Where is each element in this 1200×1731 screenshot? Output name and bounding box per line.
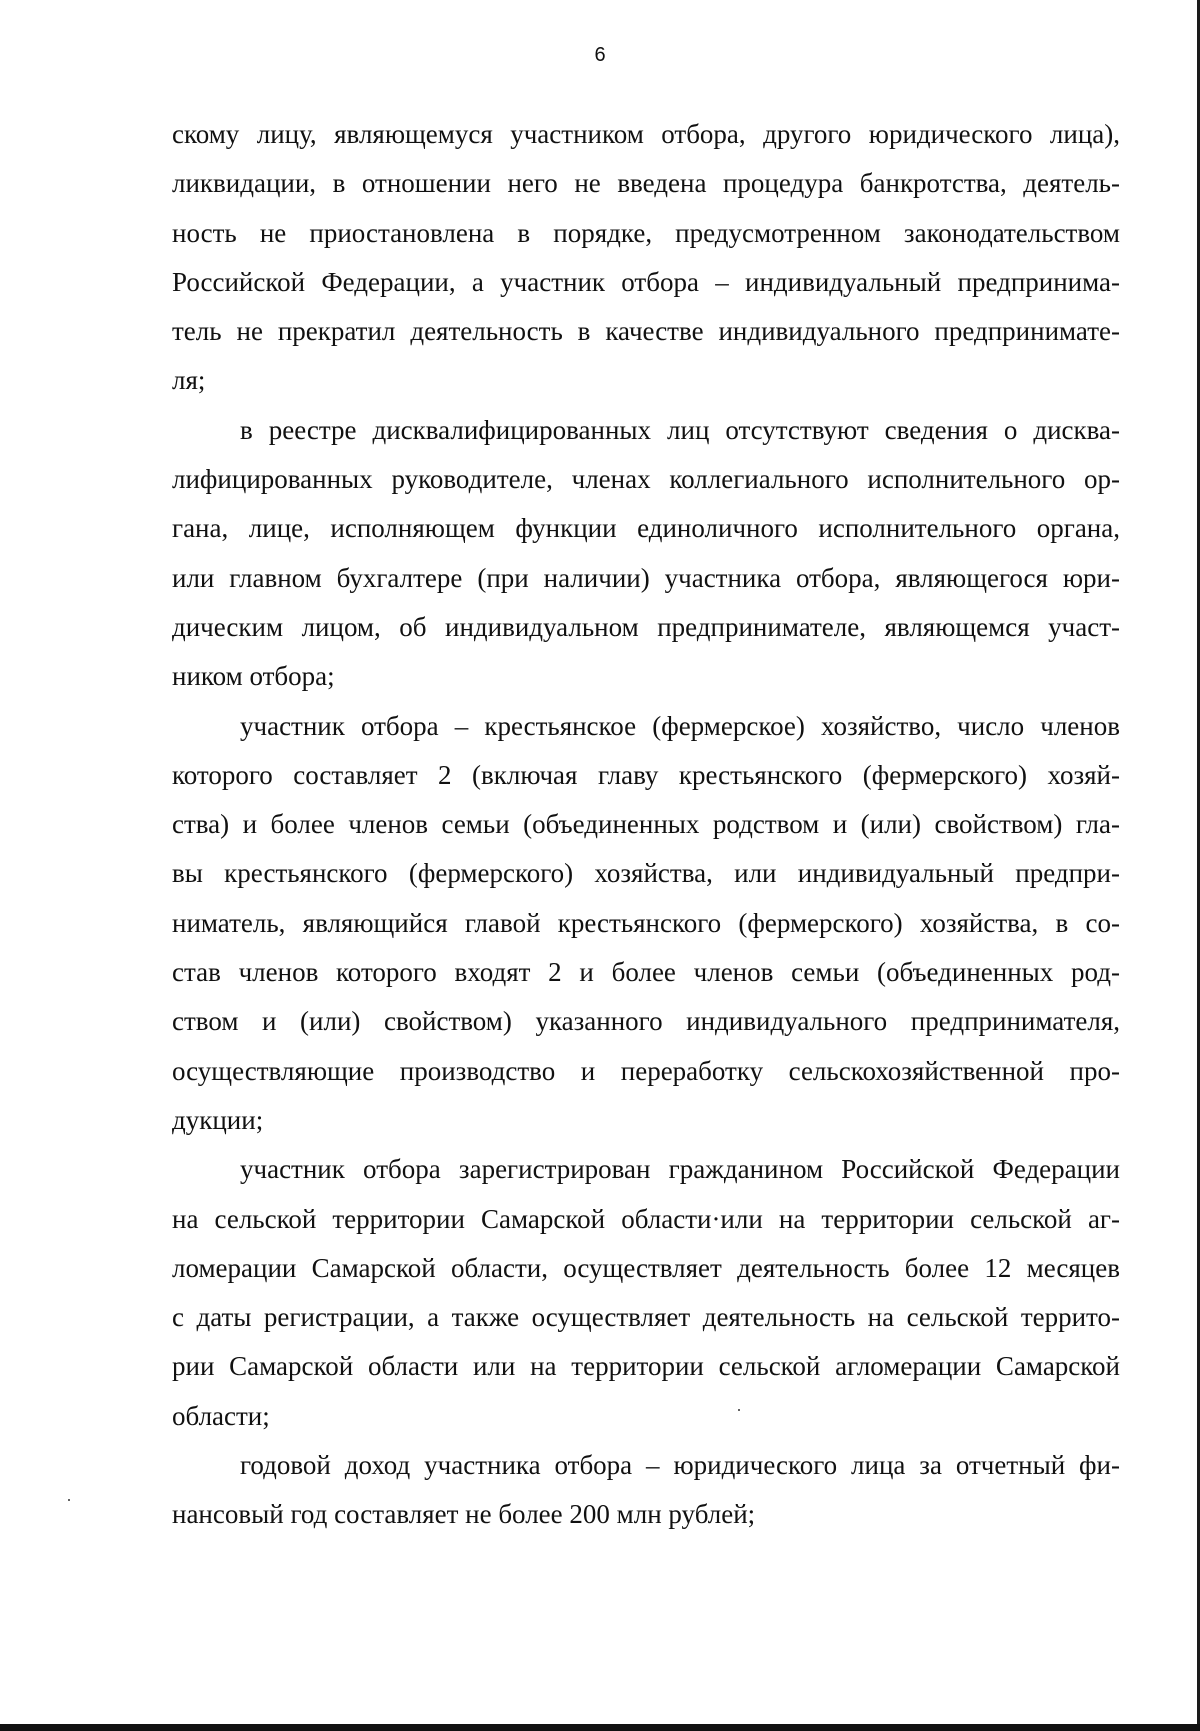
text-line: гана, лице, исполняющем функции единоличного исполнительного органа, (172, 513, 1120, 544)
text-line: Российской Федерации, а участник отбора – индивидуальный предпринима- (172, 266, 1120, 297)
text-line: ликвидации, в отношении него не введена процедура банкротства, деятель- (172, 168, 1120, 199)
text-line: ства) и более членов семьи (объединенных родством и (или) свойством) гла- (172, 809, 1120, 840)
text-line: вы крестьянского (фермерского) хозяйства, или индивидуальный предпри- (172, 858, 1120, 889)
scan-edge-bottom (0, 1724, 1200, 1731)
text-line: тель не прекратил деятельность в качестве индивидуального предпринимате- (172, 316, 1120, 347)
text-line: дическим лицом, об индивидуальном предпринимателе, являющемся участ- (172, 611, 1120, 642)
text-line: на сельской территории Самарской области·или на территории сельской аг- (172, 1203, 1120, 1234)
paragraph (172, 406, 1120, 702)
paragraph (172, 1441, 1120, 1540)
text-line: скому лицу, являющемуся участником отбора, другого юридического лица), (172, 119, 1120, 149)
text-line: с даты регистрации, а также осуществляет деятельность на сельской террито- (172, 1302, 1120, 1333)
text-line: годовой доход участника отбора – юридического лица за отчетный фи- (240, 1450, 1120, 1481)
text-line: рии Самарской области или на территории сельской агломерации Самарской (172, 1351, 1120, 1382)
text-line: участник отбора – крестьянское (фермерское) хозяйство, число членов (240, 710, 1120, 741)
text-line: лифицированных руководителе, членах коллегиального исполнительного ор- (172, 464, 1120, 495)
text-line: ником отбора; (172, 661, 335, 692)
text-line: участник отбора зарегистрирован гражданином Российской Федерации (240, 1154, 1120, 1185)
text-line: ломерации Самарской области, осуществляет деятельность более 12 месяцев (172, 1252, 1120, 1283)
text-line: ность не приостановлена в порядке, предусмотренном законодательством (172, 217, 1120, 248)
paragraph (172, 110, 1120, 406)
scan-speck (738, 1409, 740, 1411)
text-line: нансовый год составляет не более 200 млн рублей; (172, 1499, 756, 1530)
paragraph (172, 1145, 1120, 1441)
text-line: став членов которого входят 2 и более членов семьи (объединенных род- (172, 957, 1120, 988)
text-line: в реестре дисквалифицированных лиц отсутствуют сведения о дисква- (240, 414, 1120, 445)
scan-speck (68, 1499, 70, 1501)
text-line: которого составляет 2 (включая главу крестьянского (фермерского) хозяй- (172, 759, 1120, 790)
text-line: осуществляющие производство и переработку сельскохозяйственной про- (172, 1055, 1120, 1086)
text-line: области; (172, 1400, 270, 1431)
text-line: дукции; (172, 1104, 264, 1135)
page-number: 6 (594, 44, 606, 66)
text-line: ством и (или) свойством) указанного индивидуального предпринимателя, (172, 1006, 1120, 1037)
text-line: или главном бухгалтере (при наличии) участника отбора, являющегося юри- (172, 562, 1120, 593)
paragraph (172, 702, 1120, 1146)
text-line: ля; (172, 365, 206, 396)
document-body (172, 110, 1120, 1540)
text-line: ниматель, являющийся главой крестьянского (фермерского) хозяйства, в со- (172, 907, 1120, 938)
